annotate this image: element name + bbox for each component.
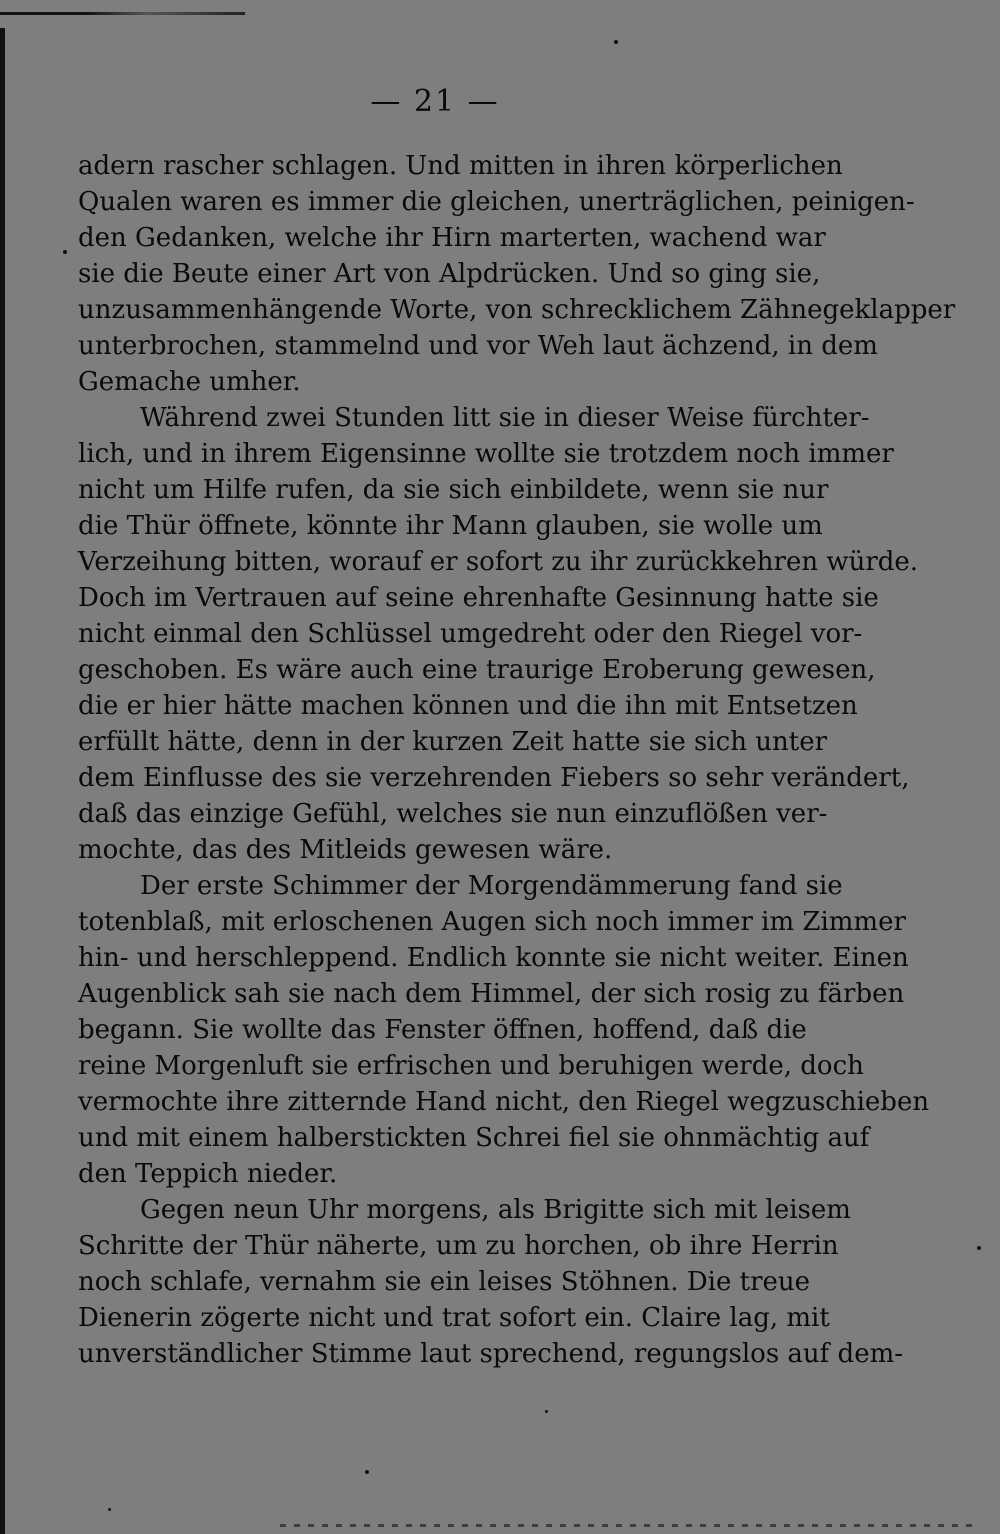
- text-line: Dienerin zögerte nicht und trat sofort ein. Claire lag, mit: [78, 1303, 830, 1333]
- scan-speck: [545, 1410, 548, 1413]
- body-text: [78, 148, 956, 1372]
- text-line: Augenblick sah sie nach dem Himmel, der sich rosig zu färben: [78, 979, 905, 1009]
- scan-edge-top: [0, 12, 245, 15]
- text-line: den Gedanken, welche ihr Hirn marterten, wachend war: [78, 223, 826, 253]
- text-line: noch schlafe, vernahm sie ein leises Stöhnen. Die treue: [78, 1267, 811, 1297]
- text-line: unterbrochen, stammelnd und vor Weh laut ächzend, in dem: [78, 331, 878, 361]
- text-line: geschoben. Es wäre auch eine traurige Eroberung gewesen,: [78, 655, 876, 685]
- scan-speck: [977, 1246, 981, 1250]
- scan-noise-bottom: [280, 1524, 980, 1527]
- text-line: hin- und herschleppend. Endlich konnte sie nicht weiter. Einen: [78, 943, 909, 973]
- text-line: den Teppich nieder.: [78, 1159, 338, 1189]
- scan-speck: [108, 1508, 111, 1511]
- text-line: vermochte ihre zitternde Hand nicht, den Riegel wegzuschieben: [78, 1087, 930, 1117]
- text-line: reine Morgenluft sie erfrischen und beruhigen werde, doch: [78, 1051, 864, 1081]
- text-line: begann. Sie wollte das Fenster öffnen, hoffend, daß die: [78, 1015, 807, 1045]
- text-line: Während zwei Stunden litt sie in dieser Weise fürchter-: [140, 403, 870, 433]
- text-line: lich, und in ihrem Eigensinne wollte sie trotzdem noch immer: [78, 439, 894, 469]
- text-line: nicht einmal den Schlüssel umgedreht oder den Riegel vor-: [78, 619, 863, 649]
- text-line: nicht um Hilfe rufen, da sie sich einbildete, wenn sie nur: [78, 475, 829, 505]
- text-line: adern rascher schlagen. Und mitten in ihren körperlichen: [78, 151, 843, 181]
- page-number: — 21 —: [370, 84, 500, 119]
- text-line: Der erste Schimmer der Morgendämmerung fand sie: [140, 871, 843, 901]
- text-line: Gemache umher.: [78, 367, 301, 397]
- text-line: Schritte der Thür näherte, um zu horchen, ob ihre Herrin: [78, 1231, 839, 1261]
- text-line: Gegen neun Uhr morgens, als Brigitte sich mit leisem: [140, 1195, 851, 1225]
- scan-speck: [365, 1470, 369, 1474]
- text-line: die er hier hätte machen können und die ihn mit Entsetzen: [78, 691, 858, 721]
- text-line: totenblaß, mit erloschenen Augen sich noch immer im Zimmer: [78, 907, 906, 937]
- text-line: die Thür öffnete, könnte ihr Mann glauben, sie wolle um: [78, 511, 823, 541]
- text-line: sie die Beute einer Art von Alpdrücken. Und so ging sie,: [78, 259, 821, 289]
- text-line: und mit einem halberstickten Schrei fiel sie ohnmächtig auf: [78, 1123, 870, 1153]
- text-line: erfüllt hätte, denn in der kurzen Zeit hatte sie sich unter: [78, 727, 828, 757]
- text-line: unverständlicher Stimme laut sprechend, regungslos auf dem-: [78, 1339, 904, 1369]
- scan-edge-left: [0, 28, 5, 1534]
- text-line: Qualen waren es immer die gleichen, unerträglichen, peinigen-: [78, 187, 915, 217]
- text-line: unzusammenhängende Worte, von schrecklichem Zähnegeklapper: [78, 295, 956, 325]
- text-line: mochte, das des Mitleids gewesen wäre.: [78, 835, 613, 865]
- scan-speck: [63, 250, 67, 254]
- text-line: Verzeihung bitten, worauf er sofort zu ihr zurückkehren würde.: [78, 547, 919, 577]
- text-line: daß das einzige Gefühl, welches sie nun einzuflößen ver-: [78, 799, 828, 829]
- scan-speck: [614, 40, 618, 44]
- text-line: Doch im Vertrauen auf seine ehrenhafte Gesinnung hatte sie: [78, 583, 879, 613]
- text-line: dem Einflusse des sie verzehrenden Fiebers so sehr verändert,: [78, 763, 910, 793]
